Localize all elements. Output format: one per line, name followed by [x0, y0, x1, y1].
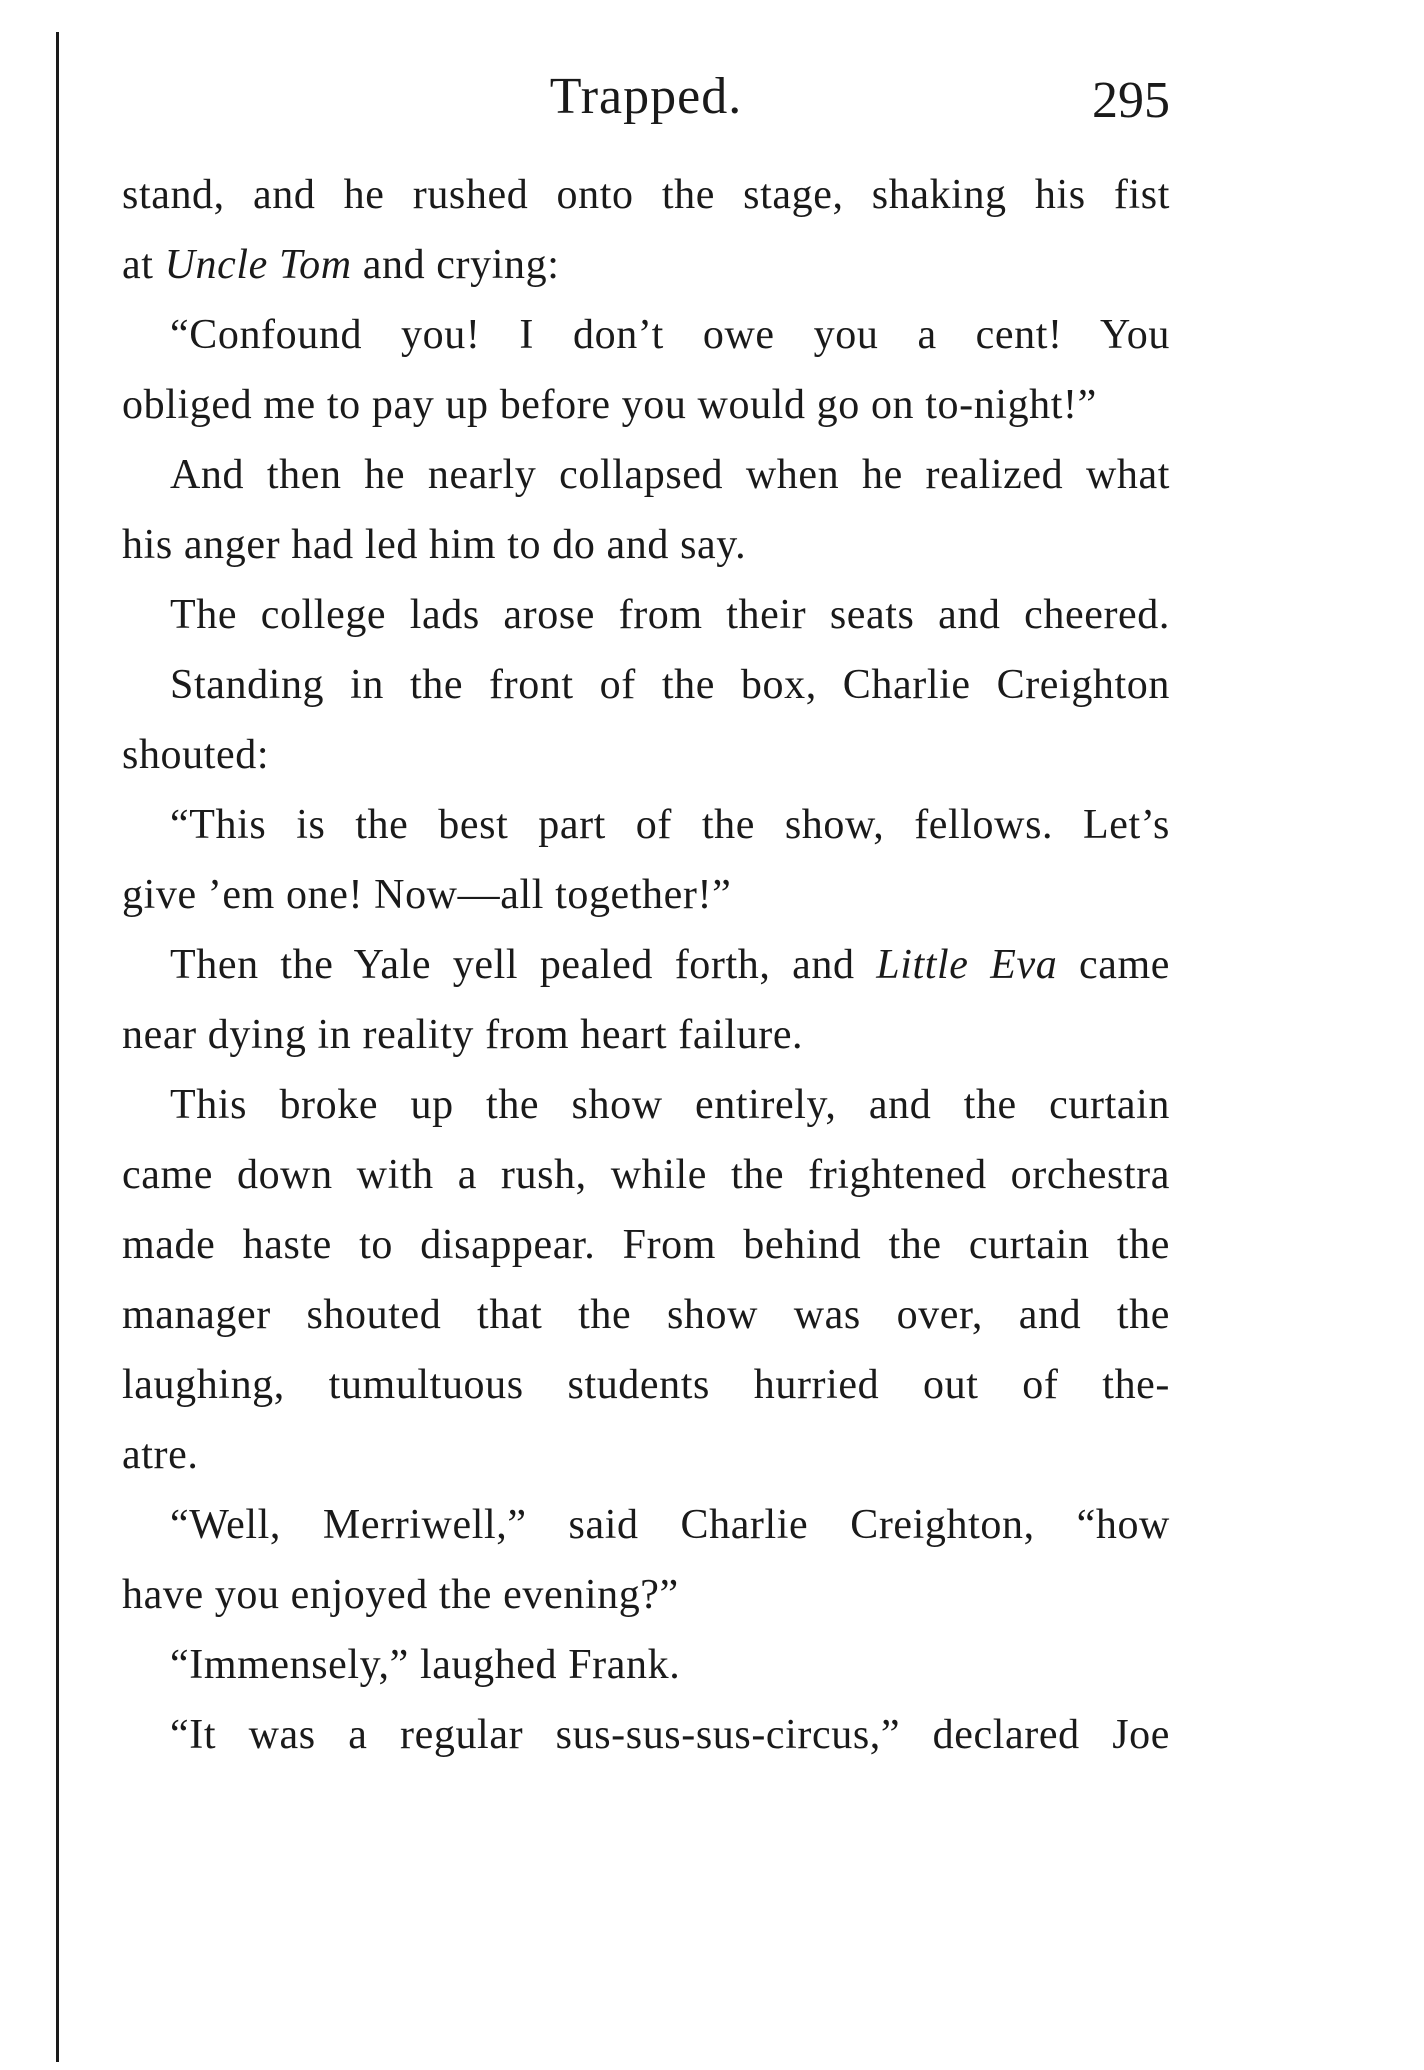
text-line: obliged me to pay up before you would go on to-night!”: [122, 382, 1097, 428]
text-line: came down with a rush, while the frightened orchestra: [122, 1152, 1170, 1198]
text-line: The college lads arose from their seats and cheered.: [170, 592, 1170, 638]
text-line: stand, and he rushed onto the stage, shaking his fist: [122, 172, 1170, 218]
text-line: atre.: [122, 1432, 199, 1478]
italic-title: Little Eva: [876, 942, 1058, 988]
text-line: “It was a regular sus-sus-sus-circus,” declared Joe: [170, 1712, 1170, 1758]
text-line: manager shouted that the show was over, and the: [122, 1292, 1170, 1338]
text-line: shouted:: [122, 732, 270, 778]
text-line: give ’em one! Now—all together!”: [122, 872, 732, 918]
text-line: This broke up the show entirely, and the curtain: [170, 1082, 1170, 1128]
text-line: laughing, tumultuous students hurried out of the-: [122, 1362, 1170, 1408]
binding-rule: [56, 32, 59, 2062]
text-line: near dying in reality from heart failure.: [122, 1012, 804, 1058]
text-line: made haste to disappear. From behind the curtain the: [122, 1222, 1170, 1268]
text-line: “Confound you! I don’t owe you a cent! You: [170, 312, 1170, 358]
text-line: Then the Yale yell pealed forth, and Little Eva came: [170, 942, 1171, 988]
text-line: have you enjoyed the evening?”: [122, 1572, 679, 1618]
chapter-title: Trapped.: [549, 68, 743, 125]
running-head: [122, 62, 1170, 132]
text-line: And then he nearly collapsed when he realized what: [170, 452, 1170, 498]
text-line: at Uncle Tom and crying:: [122, 242, 560, 288]
text-line: “Well, Merriwell,” said Charlie Creighton, “how: [170, 1502, 1170, 1548]
page-number: 295: [1092, 72, 1170, 129]
text-line: Standing in the front of the box, Charlie Creighton: [170, 662, 1170, 708]
italic-title: Uncle Tom: [164, 242, 352, 288]
text-line: “This is the best part of the show, fellows. Let’s: [170, 802, 1170, 848]
text-line: “Immensely,” laughed Frank.: [170, 1642, 681, 1688]
body-text: [122, 160, 1170, 1770]
text-line: his anger had led him to do and say.: [122, 522, 747, 568]
